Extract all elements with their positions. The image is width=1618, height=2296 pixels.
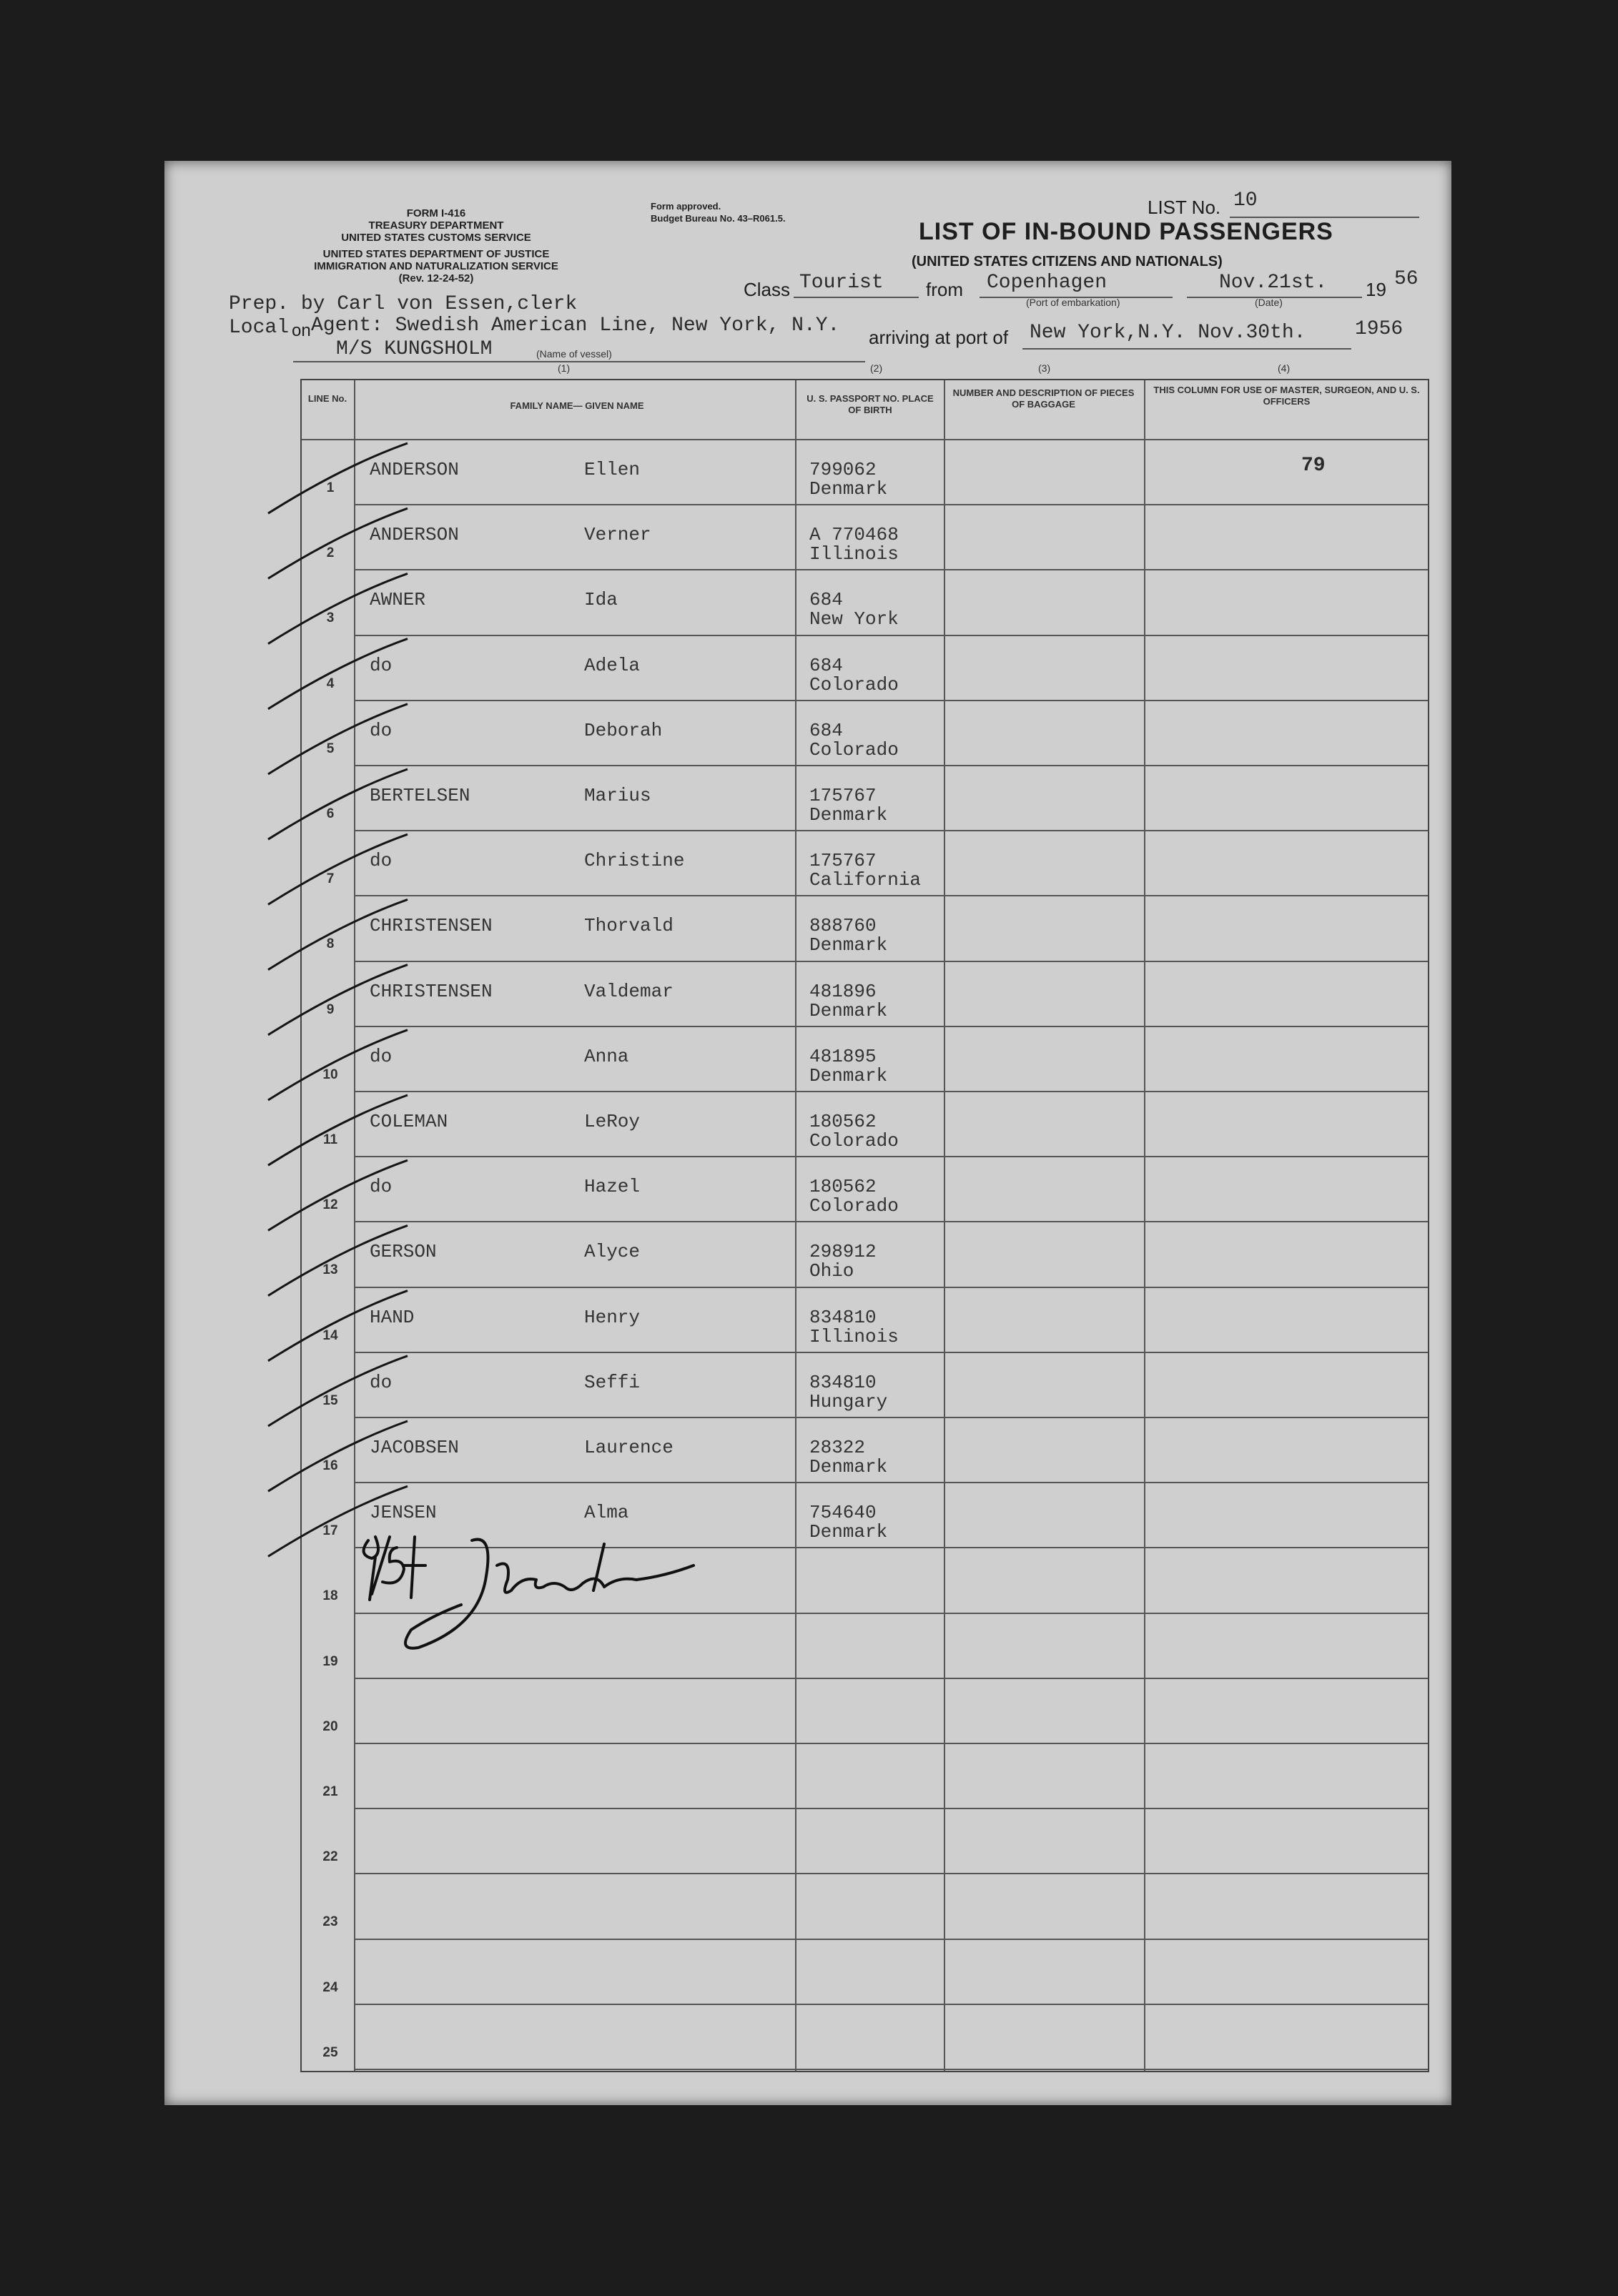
budget-bureau: Budget Bureau No. 43–R061.5. [651,213,786,224]
customs-service: UNITED STATES CUSTOMS SERVICE [341,232,531,244]
passport-number: 834810 [809,1371,877,1393]
col-header-baggage: NUMBER AND DESCRIPTION OF PIECES OF BAGGAGE [952,387,1135,410]
passport-number: 298912 [809,1241,877,1263]
line-number: 10 [322,1067,338,1082]
given-name: Verner [584,524,651,546]
departure-date: Nov.21st. [1219,272,1328,294]
place-of-birth: Hungary [809,1390,888,1412]
prepared-by: Prep. by Carl von Essen,clerk [229,293,578,315]
manifest-subtitle: (UNITED STATES CITIZENS AND NATIONALS) [912,254,1223,269]
check-mark [268,1291,408,1361]
manifest-title: LIST OF IN-BOUND PASSENGERS [919,218,1333,245]
ins-service: IMMIGRATION AND NATURALIZATION SERVICE [314,260,558,272]
passport-number: 799062 [809,459,877,480]
family-name: do [370,719,393,741]
line-number: 21 [322,1784,338,1799]
form-number: FORM I-416 [406,207,466,219]
line-number: 15 [322,1392,338,1408]
check-mark [268,1225,408,1295]
passport-number: 684 [809,719,843,741]
family-name: do [370,1045,393,1067]
arrival-year: 1956 [1355,318,1404,340]
local-label: Local [229,317,290,339]
col-header-name: FAMILY NAME— GIVEN NAME [510,400,644,411]
line-number: 17 [322,1523,338,1539]
line-number: 2 [326,545,335,561]
check-mark [268,1421,408,1491]
line-number: 14 [322,1327,338,1343]
officer-note: 79 [1301,455,1326,477]
line-number: 19 [322,1653,338,1669]
line-number: 25 [322,2044,338,2060]
col-header-passport: U. S. PASSPORT NO. PLACE OF BIRTH [806,393,934,415]
family-name: JACOBSEN [370,1437,459,1458]
place-of-birth: Colorado [809,738,899,761]
check-mark [268,443,408,513]
given-name: Alyce [584,1241,641,1263]
passport-number: 175767 [809,850,877,872]
dept-justice: UNITED STATES DEPARTMENT OF JUSTICE [322,248,550,260]
passport-number: 28322 [809,1437,866,1458]
vessel-caption: (Name of vessel) [536,348,612,360]
list-no-value: 10 [1233,189,1258,212]
family-name: do [370,850,393,872]
place-of-birth: Colorado [809,673,899,696]
given-name: Adela [584,654,641,676]
form-revision: (Rev. 12-24-52) [398,272,474,284]
given-name: Ellen [584,459,641,480]
check-mark [268,573,408,643]
place-of-birth: Ohio [809,1260,854,1282]
check-mark [268,1356,408,1426]
date-caption: (Date) [1255,297,1283,308]
line-number: 3 [326,610,335,626]
family-name: GERSON [370,1241,437,1263]
family-name: BERTELSEN [370,785,470,806]
family-name: AWNER [370,589,426,611]
line-number: 22 [322,1849,338,1865]
line-number: 16 [322,1458,338,1473]
shipping-agent: Agent: Swedish American Line, New York, N.Y. [311,315,840,337]
place-of-birth: New York [809,608,899,630]
passport-number: 834810 [809,1306,877,1328]
given-name: Anna [584,1045,629,1067]
family-name: ANDERSON [370,524,459,546]
port-embark-caption: (Port of embarkation) [1026,297,1120,308]
passport-number: 684 [809,654,843,676]
line-number: 11 [322,1132,338,1147]
passport-number: 481895 [809,1045,877,1067]
class-value: Tourist [799,272,884,294]
family-name: COLEMAN [370,1111,448,1132]
handwritten-signature [354,1523,726,1673]
col-header-line-no: LINE No. [307,393,347,404]
line-number: 24 [322,1979,338,1995]
check-mark [268,769,408,839]
line-number: 20 [322,1718,338,1734]
col-header-officers: THIS COLUMN FOR USE OF MASTER, SURGEON, AND U. S. OFFICERS [1153,385,1420,407]
place-of-birth: Denmark [809,804,888,826]
family-name: JENSEN [370,1502,437,1524]
given-name: LeRoy [584,1111,641,1132]
given-name: Deborah [584,719,663,741]
given-name: Thorvald [584,915,674,937]
caption-3: (3) [1038,362,1051,374]
caption-2: (2) [870,362,883,374]
line-number: 4 [326,676,335,691]
line-number: 12 [322,1197,338,1213]
family-name: CHRISTENSEN [370,915,493,937]
caption-1: (1) [558,362,571,374]
place-of-birth: Denmark [809,1064,888,1087]
family-name: do [370,1176,393,1198]
caption-4: (4) [1278,362,1291,374]
given-name: Marius [584,785,651,806]
check-mark [268,834,408,904]
place-of-birth: Denmark [809,999,888,1021]
approval-text: Form approved. [651,201,721,212]
passport-number: 888760 [809,915,877,937]
check-mark [268,1095,408,1165]
passport-number: 684 [809,589,843,611]
given-name: Christine [584,850,685,872]
family-name: do [370,1371,393,1393]
line-number: 6 [326,806,335,821]
from-label: from [926,279,963,300]
place-of-birth: Illinois [809,1325,899,1347]
line-number: 1 [326,480,335,495]
given-name: Alma [584,1502,629,1524]
place-of-birth: Colorado [809,1195,899,1217]
line-number: 9 [326,1001,335,1017]
passport-number: 180562 [809,1111,877,1132]
handwritten-marks [164,161,1451,2105]
line-number: 13 [322,1262,338,1278]
dept-treasury: TREASURY DEPARTMENT [368,219,504,232]
place-of-birth: California [809,869,922,891]
place-of-birth: Denmark [809,1456,888,1478]
line-number: 7 [326,871,335,887]
arrival-port: New York,N.Y. Nov.30th. [1030,322,1306,344]
class-label: Class [744,279,791,300]
line-number: 18 [322,1588,338,1604]
given-name: Ida [584,589,618,611]
given-name: Seffi [584,1371,641,1393]
year-prefix: 19 [1366,279,1386,300]
check-mark [268,1030,408,1100]
passport-number: 175767 [809,785,877,806]
given-name: Henry [584,1306,641,1328]
line-number: 23 [322,1914,338,1930]
check-mark [268,1160,408,1230]
arriving-label: arriving at port of [869,327,1009,348]
given-name: Hazel [584,1176,641,1198]
place-of-birth: Colorado [809,1130,899,1152]
family-name: CHRISTENSEN [370,980,493,1002]
given-name: Valdemar [584,980,674,1002]
list-no-label: LIST No. [1148,197,1221,218]
passport-number: 180562 [809,1176,877,1198]
family-name: ANDERSON [370,459,459,480]
place-of-birth: Denmark [809,934,888,956]
passport-number: A 770468 [809,524,899,546]
given-name: Laurence [584,1437,674,1458]
place-of-birth: Illinois [809,543,899,565]
place-of-birth: Denmark [809,478,888,500]
year-value: 56 [1394,268,1419,290]
passport-number: 754640 [809,1502,877,1524]
family-name: HAND [370,1306,415,1328]
vessel-name: M/S KUNGSHOLM [336,338,493,360]
line-number: 5 [326,741,335,756]
place-of-birth: Denmark [809,1521,888,1543]
passport-number: 481896 [809,980,877,1002]
check-mark [268,899,408,969]
check-mark [268,704,408,774]
port-of-embarkation: Copenhagen [987,272,1108,294]
check-mark [268,965,408,1035]
line-number: 8 [326,936,335,952]
check-mark [268,508,408,578]
check-mark [268,639,408,709]
family-name: do [370,654,393,676]
on-label: on [292,321,311,340]
manifest-sheet [164,161,1451,2105]
